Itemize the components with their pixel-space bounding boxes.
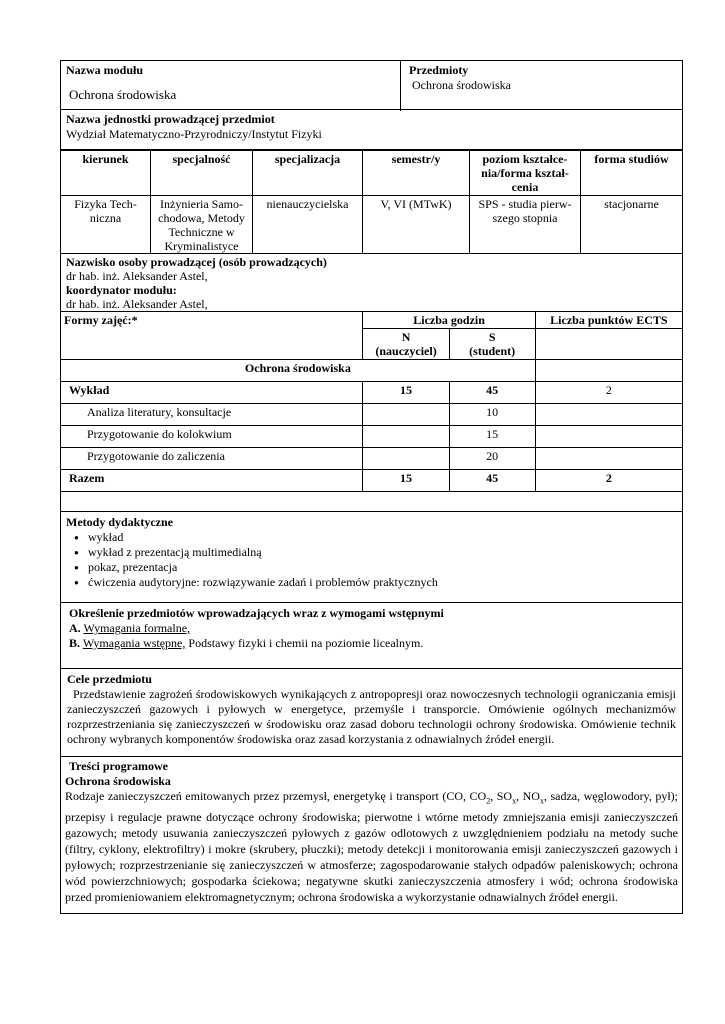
list-item: ● wykład bbox=[74, 530, 677, 545]
row-ects bbox=[535, 425, 682, 447]
row-name: Analiza literatury, konsultacje bbox=[61, 403, 363, 425]
row-name: Przygotowanie do zaliczenia bbox=[61, 447, 363, 469]
prereq-a-letter: A. bbox=[69, 621, 81, 635]
study-header-cell: kierunek bbox=[61, 150, 151, 195]
methods-block bbox=[60, 512, 683, 603]
list-item: ● wykład z prezentacją multimedialną bbox=[74, 545, 677, 560]
s-label: S bbox=[488, 329, 496, 344]
study-value-cell: V, VI (MTwK) bbox=[363, 195, 470, 254]
section-title: Ochrona środowiska bbox=[61, 359, 535, 381]
persons-block bbox=[60, 254, 683, 312]
module-sheet bbox=[60, 60, 683, 914]
program-subtitle: Ochrona środowiska bbox=[65, 774, 171, 788]
study-header-cell: specjalność bbox=[151, 150, 253, 195]
s-header bbox=[449, 328, 535, 359]
n-header bbox=[363, 328, 449, 359]
n-sub: (nauczyciel) bbox=[375, 343, 437, 358]
row-n bbox=[363, 403, 449, 425]
row-ects: 2 bbox=[535, 381, 682, 403]
study-header-row bbox=[61, 150, 682, 195]
list-item: ● ćwiczenia audytoryjne: rozwiązywanie zadań i problemów praktycznych bbox=[74, 575, 677, 590]
section-title-row bbox=[61, 359, 682, 381]
row-n: 15 bbox=[363, 381, 449, 403]
hours-label: Liczba godzin bbox=[363, 312, 535, 329]
header-block bbox=[60, 60, 683, 110]
module-name-label: Nazwa modułu bbox=[66, 63, 144, 77]
goals-text: Przedstawienie zagrożeń środowiskowych wynikających z antropopresji oraz nowoczesnych technologii ograniczania emisji zanieczyszczeń gazowych i pyłowych w energetyce, przemyśle i transporcie. Omówienie ogólnych mechanizmów rozprzestrzeniania się zanieczyszczeń w środowisku oraz zasad doboru technologii ochrony środowiska. Omówienie technik ochrony wybranych komponentów środowiska oraz zasad korzystania z odnawialnych źródeł energii. bbox=[67, 687, 676, 746]
section-title-empty bbox=[535, 359, 682, 381]
methods-label: Metody dydaktyczne bbox=[66, 515, 173, 529]
program-subscript: 2 bbox=[486, 796, 491, 806]
row-s: 20 bbox=[449, 447, 535, 469]
program-subscript: x bbox=[539, 796, 544, 806]
study-value-cell: stacjonarne bbox=[581, 195, 683, 254]
prereq-b-letter: B. bbox=[69, 636, 81, 650]
total-row bbox=[61, 469, 682, 491]
program-text-part: , NO bbox=[516, 789, 540, 803]
subjects-cell bbox=[405, 61, 682, 95]
table-row bbox=[61, 447, 682, 469]
program-text-part: , sadza, węglowodory, pył); przepisy i regulacje prawne dotyczące ochrony środowiska; pierwotne i wtórne metody zmniejszania emisji zanieczyszczeń gazowych; metody usuwania zanieczyszczeń pyłowych z gazów odlotowych z uwzględnieniem podziału na metody suche (filtry, cyklony, elektrofiltry) i mokre (skrubery, płuczki); metody detekcji i monitorowania emisji zanieczyszczeń gazowych i pyłowych; rozprzestrzenianie się zanieczyszczeń w atmosferze; zagospodarowanie stałych odpadów paleniskowych; ochrona wód powierzchniowych; gospodarka ściekowa; negatywne skutki zanieczyszczenia atmosfery i wód; ochrona środowiska przed promieniowaniem elektromagnetycznym; ochrona środowiska a wykorzystanie odnawialnych źródeł energii. bbox=[65, 789, 678, 905]
spacer bbox=[61, 491, 682, 511]
study-table bbox=[61, 150, 682, 254]
row-s: 45 bbox=[449, 381, 535, 403]
table-row bbox=[61, 381, 682, 403]
row-ects bbox=[535, 447, 682, 469]
program-text-part: , SO bbox=[490, 789, 513, 803]
prereq-b-rest: Podstawy fizyki i chemii na poziomie licealnym. bbox=[185, 636, 424, 650]
coordinator-value: dr hab. inż. Aleksander Astel, bbox=[66, 297, 208, 311]
study-value-row bbox=[61, 195, 682, 254]
study-value-cell: nienauczycielska bbox=[253, 195, 363, 254]
study-value-cell: Fizyka Tech-niczna bbox=[61, 195, 151, 254]
row-name: Przygotowanie do kolokwium bbox=[61, 425, 363, 447]
module-name-value: Ochrona środowiska bbox=[69, 87, 177, 102]
ects-label: Liczba punktów ECTS bbox=[535, 312, 682, 329]
unit-value: Wydział Matematyczno-Przyrodniczy/Instytut Fizyki bbox=[66, 127, 322, 141]
coordinator-label: koordynator modułu: bbox=[66, 283, 177, 297]
row-n bbox=[363, 447, 449, 469]
methods-list bbox=[66, 530, 677, 590]
study-header-cell: forma studiów bbox=[581, 150, 683, 195]
prereq-b-text: Wymagania wstępne, bbox=[82, 636, 186, 650]
row-s: 15 bbox=[449, 425, 535, 447]
study-header-cell: semestr/y bbox=[363, 150, 470, 195]
study-value-cell: Inżynieria Samo-chodowa, Metody Techniczne w Kryminalistyce bbox=[151, 195, 253, 254]
goals-label: Cele przedmiotu bbox=[67, 672, 152, 686]
row-name: Wykład bbox=[61, 381, 363, 403]
prereq-a-text: Wymagania formalne, bbox=[83, 621, 191, 635]
list-item: ● pokaz, prezentacja bbox=[74, 560, 677, 575]
lead-value: dr hab. inż. Aleksander Astel, bbox=[66, 269, 208, 283]
table-row bbox=[61, 425, 682, 447]
total-name: Razem bbox=[61, 469, 363, 491]
prereq-a bbox=[69, 621, 674, 636]
prereq-block bbox=[60, 603, 683, 669]
row-s: 10 bbox=[449, 403, 535, 425]
row-n bbox=[363, 425, 449, 447]
program-subscript: x bbox=[512, 796, 517, 806]
table-row bbox=[61, 403, 682, 425]
module-name-cell bbox=[61, 61, 401, 111]
n-label: N bbox=[401, 329, 411, 344]
study-block bbox=[60, 150, 683, 255]
ects-empty-header bbox=[535, 328, 682, 359]
total-n: 15 bbox=[363, 469, 449, 491]
subjects-value: Ochrona środowiska bbox=[412, 78, 511, 92]
subjects-label: Przedmioty bbox=[409, 63, 469, 77]
forms-block bbox=[60, 312, 683, 513]
total-s: 45 bbox=[449, 469, 535, 491]
program-text-part: Rodzaje zanieczyszczeń emitowanych przez przemysł, energetykę i transport (CO, CO bbox=[65, 789, 487, 803]
prereq-b bbox=[69, 636, 674, 651]
row-ects bbox=[535, 403, 682, 425]
program-label: Treści programowe bbox=[69, 759, 168, 773]
forms-label: Formy zajęć:* bbox=[61, 312, 363, 360]
study-header-cell: specjalizacja bbox=[253, 150, 363, 195]
study-value-cell: SPS - studia pierw-szego stopnia bbox=[470, 195, 581, 254]
s-sub: (student) bbox=[469, 343, 516, 358]
hours-table bbox=[61, 312, 682, 492]
unit-label: Nazwa jednostki prowadzącej przedmiot bbox=[66, 112, 275, 126]
hours-header-row bbox=[61, 312, 682, 329]
goals-block bbox=[60, 669, 683, 757]
prereq-label: Określenie przedmiotów wprowadzających wraz z wymogami wstępnymi bbox=[69, 606, 444, 620]
total-ects: 2 bbox=[535, 469, 682, 491]
program-text bbox=[65, 788, 678, 905]
lead-label: Nazwisko osoby prowadzącej (osób prowadzących) bbox=[66, 255, 327, 269]
program-block bbox=[60, 757, 683, 914]
unit-block bbox=[60, 110, 683, 150]
study-header-cell: poziom kształce-nia/forma kształ-cenia bbox=[470, 150, 581, 195]
